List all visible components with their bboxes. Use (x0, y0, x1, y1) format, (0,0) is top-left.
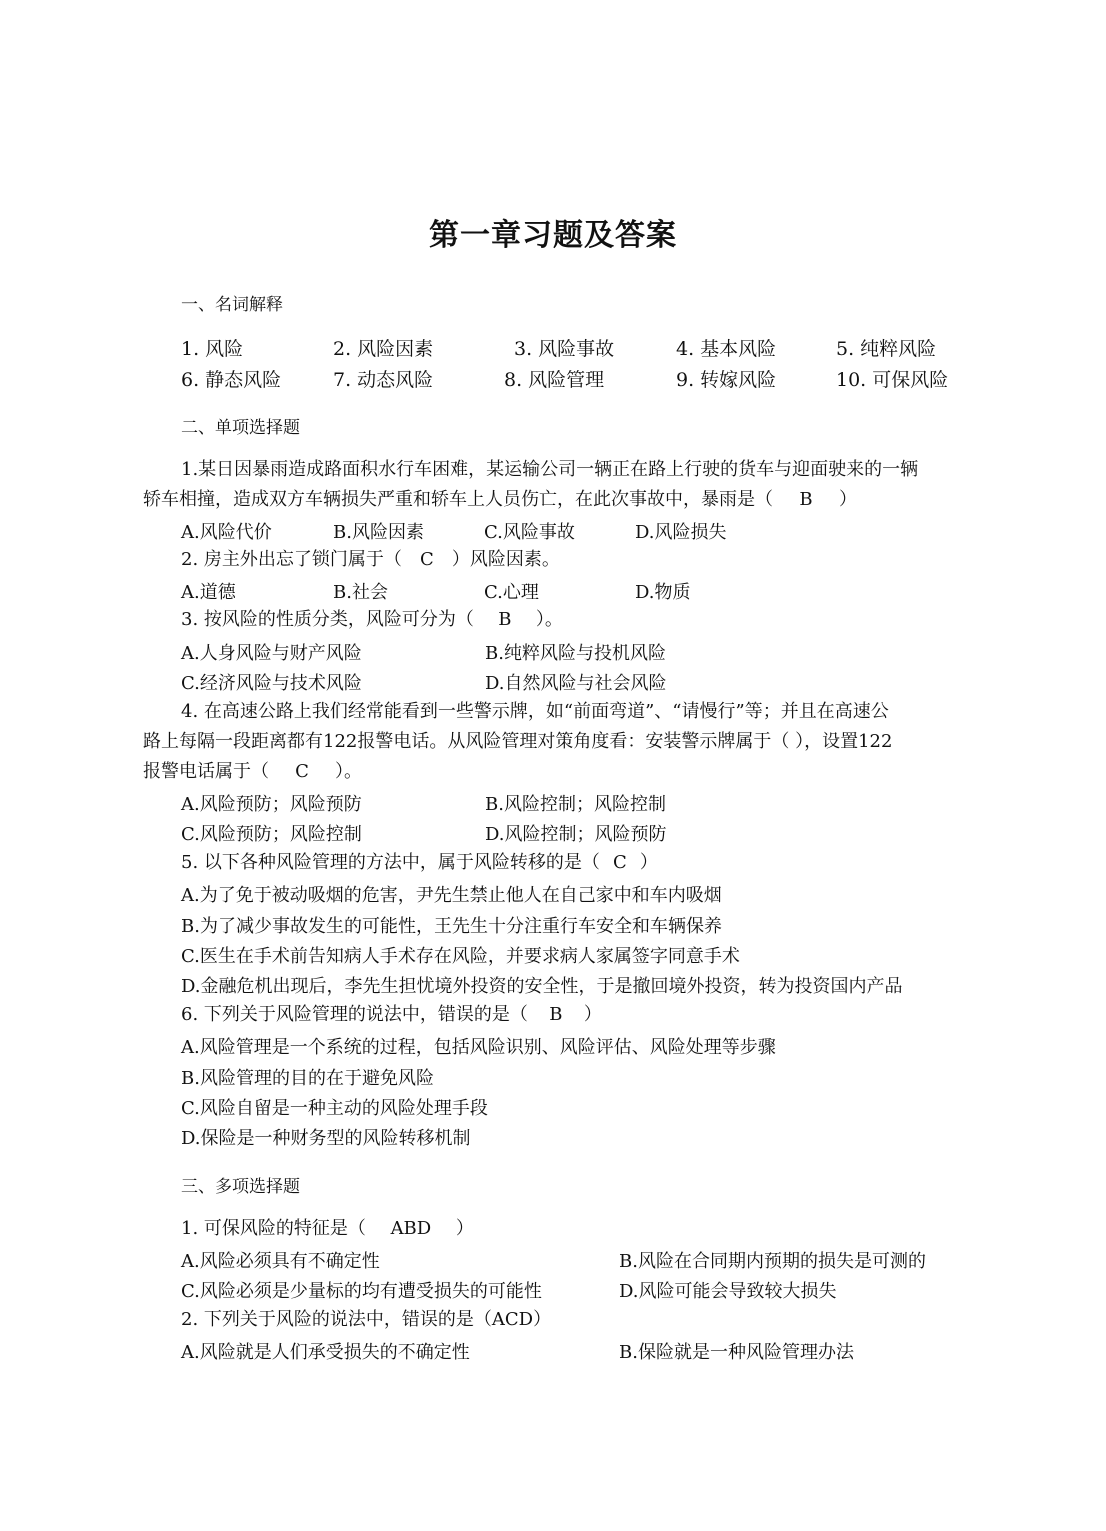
question-text: 2. 下列关于风险的说法中，错误的是（ACD） (181, 1309, 552, 1330)
answer-mark: C (613, 852, 627, 873)
option: B.风险管理的目的在于避免风险 (181, 1068, 434, 1089)
option: D.风险损失 (635, 522, 727, 543)
option: B.风险在合同期内预期的损失是可测的 (619, 1251, 926, 1272)
answer-mark: B (799, 489, 813, 510)
question-text-part: 报警电话属于（ (143, 761, 269, 782)
option: B.保险就是一种风险管理办法 (619, 1342, 854, 1363)
option: A.风险代价 (181, 522, 272, 543)
question-text (181, 1003, 602, 1027)
option: A.风险必须具有不确定性 (181, 1251, 380, 1272)
option: C.心理 (484, 582, 539, 603)
option: A.人身风险与财产风险 (181, 643, 362, 664)
question-text-part: 3. 按风险的性质分类，风险可分为（ (181, 609, 474, 630)
answer-mark: B (549, 1004, 563, 1025)
question-text: 1.某日因暴雨造成路面积水行车困难，某运输公司一辆正在路上行驶的货车与迎面驶来的一辆 (181, 459, 919, 480)
question-text (181, 548, 560, 572)
option: C.医生在手术前告知病人手术存在风险，并要求病人家属签字同意手术 (181, 946, 740, 967)
option: B.风险因素 (333, 522, 424, 543)
section-heading-multiple-choice: 三、多项选择题 (181, 1177, 300, 1197)
option: D.金融危机出现后，李先生担忧境外投资的安全性，于是撤回境外投资，转为投资国内产品 (181, 976, 903, 997)
question-text (143, 488, 857, 512)
option: D.风险控制；风险预防 (485, 824, 667, 845)
option: A.风险管理是一个系统的过程，包括风险识别、风险评估、风险处理等步骤 (181, 1037, 776, 1058)
option: A.风险预防；风险预防 (181, 794, 362, 815)
question-text-part: ）。 (535, 609, 563, 630)
question-text: 路上每隔一段距离都有122报警电话。从风险管理对策角度看：安装警示牌属于（ ），设置122 (143, 731, 893, 752)
question-text (181, 851, 658, 875)
question-text (181, 608, 563, 632)
question-text-part: ） (455, 1218, 474, 1239)
question-text-part: ） (639, 852, 658, 873)
answer-mark: C (295, 761, 309, 782)
answer-mark: B (498, 609, 512, 630)
option: A.道德 (181, 582, 236, 603)
option: B.社会 (333, 582, 388, 603)
term-item: 1. 风险 (181, 338, 244, 360)
question-text-part: 轿车相撞，造成双方车辆损失严重和轿车上人员伤亡，在此次事故中，暴雨是（ (143, 489, 773, 510)
question-text-part: 5. 以下各种风险管理的方法中，属于风险转移的是（ (181, 852, 600, 873)
term-item: 10. 可保风险 (836, 369, 949, 391)
term-item: 2. 风险因素 (333, 338, 434, 360)
question-text (181, 1217, 474, 1241)
option: D.自然风险与社会风险 (485, 673, 667, 694)
option: B.风险控制；风险控制 (485, 794, 666, 815)
option: C.风险预防；风险控制 (181, 824, 362, 845)
answer-mark: C (420, 549, 434, 570)
question-text: 4. 在高速公路上我们经常能看到一些警示牌，如“前面弯道”、“请慢行”等；并且在高速公 (181, 701, 889, 722)
option: A.风险就是人们承受损失的不确定性 (181, 1342, 470, 1363)
option: C.风险自留是一种主动的风险处理手段 (181, 1098, 488, 1119)
question-text-part: 6. 下列关于风险管理的说法中，错误的是（ (181, 1004, 528, 1025)
question-text-part: ） (839, 489, 857, 510)
term-item: 7. 动态风险 (333, 369, 434, 391)
option: C.风险必须是少量标的均有遭受损失的可能性 (181, 1281, 542, 1302)
option: B.为了减少事故发生的可能性，王先生十分注重行车安全和车辆保养 (181, 916, 722, 937)
term-item: 9. 转嫁风险 (676, 369, 777, 391)
question-text-part: ）风险因素。 (451, 549, 560, 570)
section-heading-terms: 一、名词解释 (181, 295, 283, 315)
term-item: 3. 风险事故 (514, 338, 615, 360)
page-title: 第一章习题及答案 (429, 218, 677, 253)
question-text (143, 760, 362, 784)
answer-mark: ABD (390, 1218, 432, 1239)
question-text-part: 2. 房主外出忘了锁门属于（ (181, 549, 402, 570)
question-text-part: ） (583, 1004, 602, 1025)
question-text-part: ）。 (335, 761, 362, 782)
option: C.经济风险与技术风险 (181, 673, 362, 694)
term-item: 5. 纯粹风险 (836, 338, 937, 360)
option: A.为了免于被动吸烟的危害，尹先生禁止他人在自己家中和车内吸烟 (181, 885, 722, 906)
term-item: 8. 风险管理 (504, 369, 605, 391)
option: C.风险事故 (484, 522, 575, 543)
option: D.保险是一种财务型的风险转移机制 (181, 1128, 471, 1149)
question-text-part: 1. 可保风险的特征是（ (181, 1218, 366, 1239)
section-heading-single-choice: 二、单项选择题 (181, 418, 300, 438)
term-item: 4. 基本风险 (676, 338, 777, 360)
option: B.纯粹风险与投机风险 (485, 643, 666, 664)
option: D.物质 (635, 582, 691, 603)
term-item: 6. 静态风险 (181, 369, 282, 391)
option: D.风险可能会导致较大损失 (619, 1281, 837, 1302)
